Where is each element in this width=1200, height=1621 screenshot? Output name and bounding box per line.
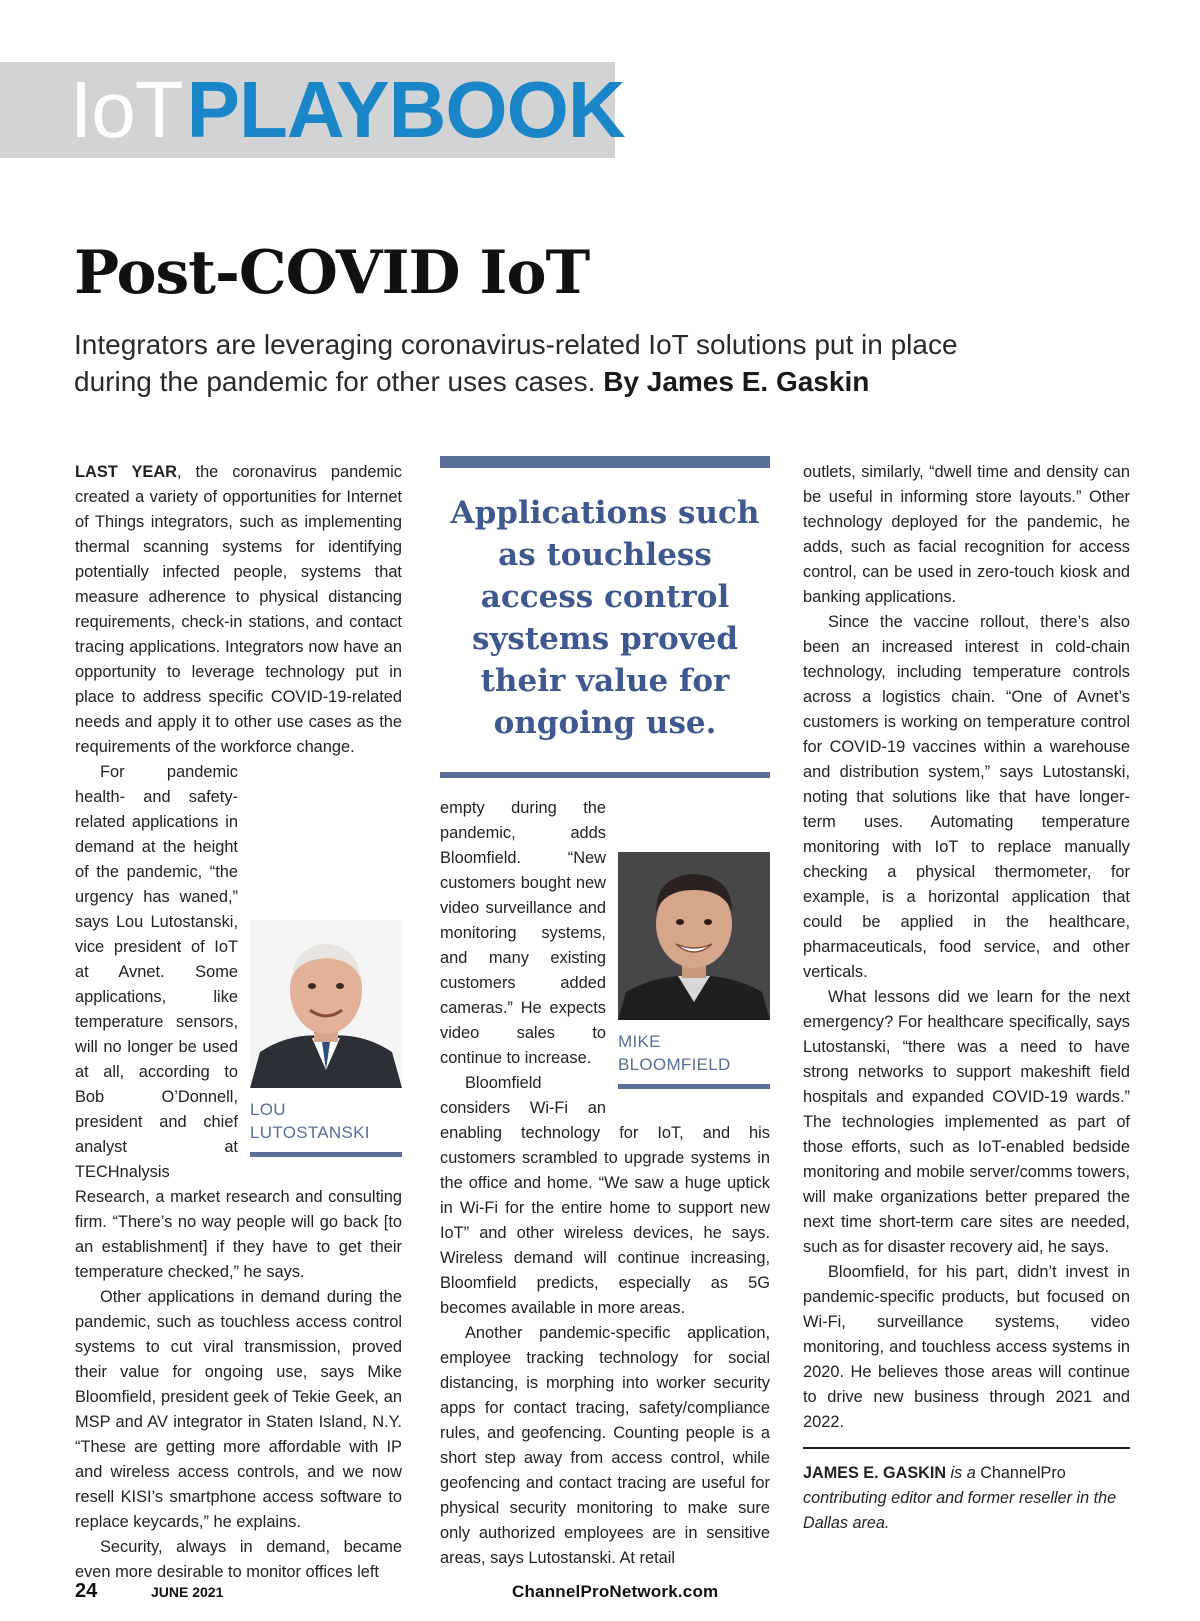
- portrait-lutostanski-image: [250, 920, 402, 1088]
- col1-paragraph-1: LAST YEAR, the coronavirus pandemic created a variety of opportunities for Internet of Things integrators, such as implementing thermal scanning systems for identifying potentially infected people, systems that measure adherence to physical distancing requirements, check-in stations, and contact tracing applications. Integrators now have an opportunity to leverage technology put in place to address specific COVID-19-related needs and apply it to other use cases as the requirements of the workforce change.: [75, 463, 402, 756]
- pull-quote: [440, 456, 770, 778]
- column-2: [440, 456, 770, 1571]
- col3-paragraph-3: What lessons did we learn for the next emergency? For healthcare specifically, says Lutostanski, “there was a need to have strong networks to support makeshift field hospitals and expanded COVID-19 wards.” The technologies implemented as part of those efforts, such as IoT-enabled bedside monitoring and mobile server/comms towers, will make organizations better prepared the next time short-term care sites are needed, such as for disaster recovery aid, he says.: [803, 988, 1130, 1256]
- page-footer: [75, 1580, 1135, 1610]
- lead-in: LAST YEAR: [75, 463, 177, 481]
- author-bio: JAMES E. GASKIN is a ChannelPro contributing editor and former reseller in the Dallas area.: [803, 1447, 1130, 1536]
- bio-publication: ChannelPro: [980, 1464, 1066, 1482]
- photo-bloomfield: [618, 852, 770, 1089]
- column-3: [803, 460, 1130, 1536]
- col2-paragraph-1: empty during the pandemic, adds Bloomfield. “New customers bought new video surveillance and monitoring systems, and many existing customers added cameras.” He expects video sales to continue to increase.: [440, 799, 606, 1067]
- caption-lutostanski: LOU LUTOSTANSKI: [250, 1088, 402, 1157]
- portrait-lutostanski: [250, 920, 402, 1088]
- article-title: Post-COVID IoT: [74, 238, 590, 308]
- website-url: ChannelProNetwork.com: [512, 1582, 719, 1601]
- col3-paragraph-4: Bloomfield, for his part, didn’t invest in pandemic-specific products, but focused on Wi-Fi, surveillance systems, video monitoring, and touchless access systems in 2020. He believes those areas will continue to drive new business through 2021 and 2022.: [803, 1263, 1130, 1431]
- issue-date: JUNE 2021: [151, 1584, 224, 1600]
- page-number: 24: [75, 1580, 98, 1602]
- col3-paragraph-2: Since the vaccine rollout, there’s also been an increased interest in cold-chain technology, including temperature controls across a logistics chain. “One of Avnet’s customers is working on temperature control for COVID-19 vaccines within a warehouse and distribution system,” says Lutostanski, noting that solutions like that have longer-term uses. Automating temperature monitoring with IoT to replace manually checking a physical thermometer, for example, is a horizontal application that could be applied in the healthcare, pharmaceuticals, food service, and other verticals.: [803, 613, 1130, 981]
- pull-quote-text: Applications such as touchless access control systems proved their value for ongoing use.: [450, 495, 760, 741]
- caption-bloomfield: MIKE BLOOMFIELD: [618, 1020, 770, 1089]
- col1-paragraph-2: For pandemic health- and safety-related applications in demand at the height of the pandemic, “the urgency has waned,” says Lou Lutostanski, vice president of IoT at Avnet. Some applications, like temperature sensors, will no longer be used at all, according to Bob O’Donnell, president and chief analyst at TECHnalysis Research, a market research and consulting firm. “There’s no way people will go back [to an establishment] if they have to get their temperature checked,” he says.: [75, 763, 402, 1281]
- banner-playbook: PLAYBOOK: [186, 65, 625, 154]
- column-1: [75, 460, 402, 1585]
- deck-text: Integrators are leveraging coronavirus-related IoT solutions put in place during the pandemic for other uses cases.: [74, 329, 958, 397]
- banner-iot: IoT: [70, 65, 183, 154]
- col1-paragraph-4: Security, always in demand, became even more desirable to monitor offices left: [75, 1538, 402, 1581]
- photo-lutostanski: [250, 920, 402, 1157]
- byline: By James E. Gaskin: [603, 366, 870, 397]
- bio-author-name: JAMES E. GASKIN: [803, 1464, 947, 1482]
- section-banner: [0, 62, 625, 158]
- col3-paragraph-1: outlets, similarly, “dwell time and density can be useful in informing store layouts.” Other technology deployed for the pandemic, he adds, such as facial recognition for access control, can be used in zero-touch kiosk and banking applications.: [803, 463, 1130, 606]
- col1-paragraph-3: Other applications in demand during the pandemic, such as touchless access control systems to cut viral transmission, proved their value for ongoing use, says Mike Bloomfield, president geek of Tekie Geek, an MSP and AV integrator in Staten Island, N.Y. “These are getting more affordable with IP and wireless access controls, and we now resell KISI’s smartphone access software to replace keycards,” he explains.: [75, 1288, 402, 1531]
- portrait-bloomfield-image: [618, 852, 770, 1020]
- col2-paragraph-2: Bloomfield considers Wi-Fi an enabling technology for IoT, and his customers scrambled to upgrade systems in the office and home. “We saw a huge uptick in Wi-Fi for the entire home to support new IoT” and other wireless devices, he says. Wireless demand will continue increasing, Bloomfield predicts, especially as 5G becomes available in more areas.: [440, 1074, 770, 1317]
- portrait-bloomfield: [618, 852, 770, 1020]
- article-deck: [74, 326, 974, 400]
- col2-paragraph-3: Another pandemic-specific application, employee tracking technology for social distancing, is morphing into worker security apps for contact tracing, safety/compliance rules, and geofencing. Counting people is a short step away from access control, while geofencing and contact tracing are useful for physical security monitoring to make sure only authorized employees are in sensitive areas, says Lutostanski. At retail: [440, 1324, 770, 1567]
